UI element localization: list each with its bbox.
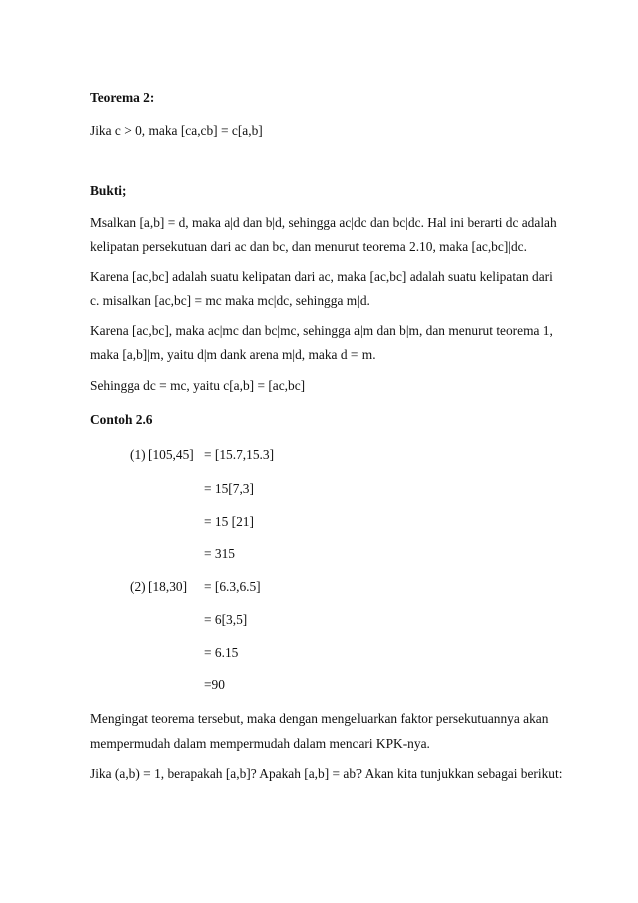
proof-heading: Bukti; xyxy=(90,183,127,198)
example-2-step-4: =90 xyxy=(204,677,225,692)
example-2-lhs: [18,30] xyxy=(148,579,188,594)
example-1-number: (1) xyxy=(130,447,146,462)
example-heading: Contoh 2.6 xyxy=(90,412,153,427)
example-1-lhs: [105,45] xyxy=(148,447,194,462)
example-1-step-3: = 15 [21] xyxy=(204,514,254,529)
proof-paragraph-1-line-2: kelipatan persekutuan dari ac dan bc, dan menurut teorema 2.10, maka [ac,bc]|dc. xyxy=(90,239,527,254)
theorem-heading: Teorema 2: xyxy=(90,90,155,105)
proof-conclusion: Sehingga dc = mc, yaitu c[a,b] = [ac,bc] xyxy=(90,378,306,393)
closing-paragraph-2: Jika (a,b) = 1, berapakah [a,b]? Apakah [a,b] = ab? Akan kita tunjukkan sebagai berikut: xyxy=(90,766,563,781)
proof-paragraph-2-line-1: Karena [ac,bc] adalah suatu kelipatan dari ac, maka [ac,bc] adalah suatu kelipatan dari xyxy=(90,269,553,284)
example-2-step-3: = 6.15 xyxy=(204,645,239,660)
example-2-number: (2) xyxy=(130,579,146,594)
proof-paragraph-3-line-1: Karena [ac,bc], maka ac|mc dan bc|mc, sehingga a|m dan b|m, dan menurut teorema 1, xyxy=(90,323,553,338)
closing-paragraph-1-line-1: Mengingat teorema tersebut, maka dengan mengeluarkan faktor persekutuannya akan xyxy=(90,711,549,726)
example-2-step-2: = 6[3,5] xyxy=(204,612,248,627)
closing-paragraph-1-line-2: mempermudah dalam mempermudah dalam mencari KPK-nya. xyxy=(90,736,430,751)
proof-paragraph-3-line-2: maka [a,b]|m, yaitu d|m dank arena m|d, maka d = m. xyxy=(90,347,376,362)
proof-paragraph-2-line-2: c. misalkan [ac,bc] = mc maka mc|dc, sehingga m|d. xyxy=(90,293,370,308)
example-1-step-2: = 15[7,3] xyxy=(204,481,254,496)
theorem-statement: Jika c > 0, maka [ca,cb] = c[a,b] xyxy=(90,123,263,138)
example-1-step-1: = [15.7,15.3] xyxy=(204,447,275,462)
example-1-step-4: = 315 xyxy=(204,546,235,561)
example-2-step-1: = [6.3,6.5] xyxy=(204,579,261,594)
proof-paragraph-1-line-1: Msalkan [a,b] = d, maka a|d dan b|d, sehingga ac|dc dan bc|dc. Hal ini berarti dc adalah xyxy=(90,215,557,230)
